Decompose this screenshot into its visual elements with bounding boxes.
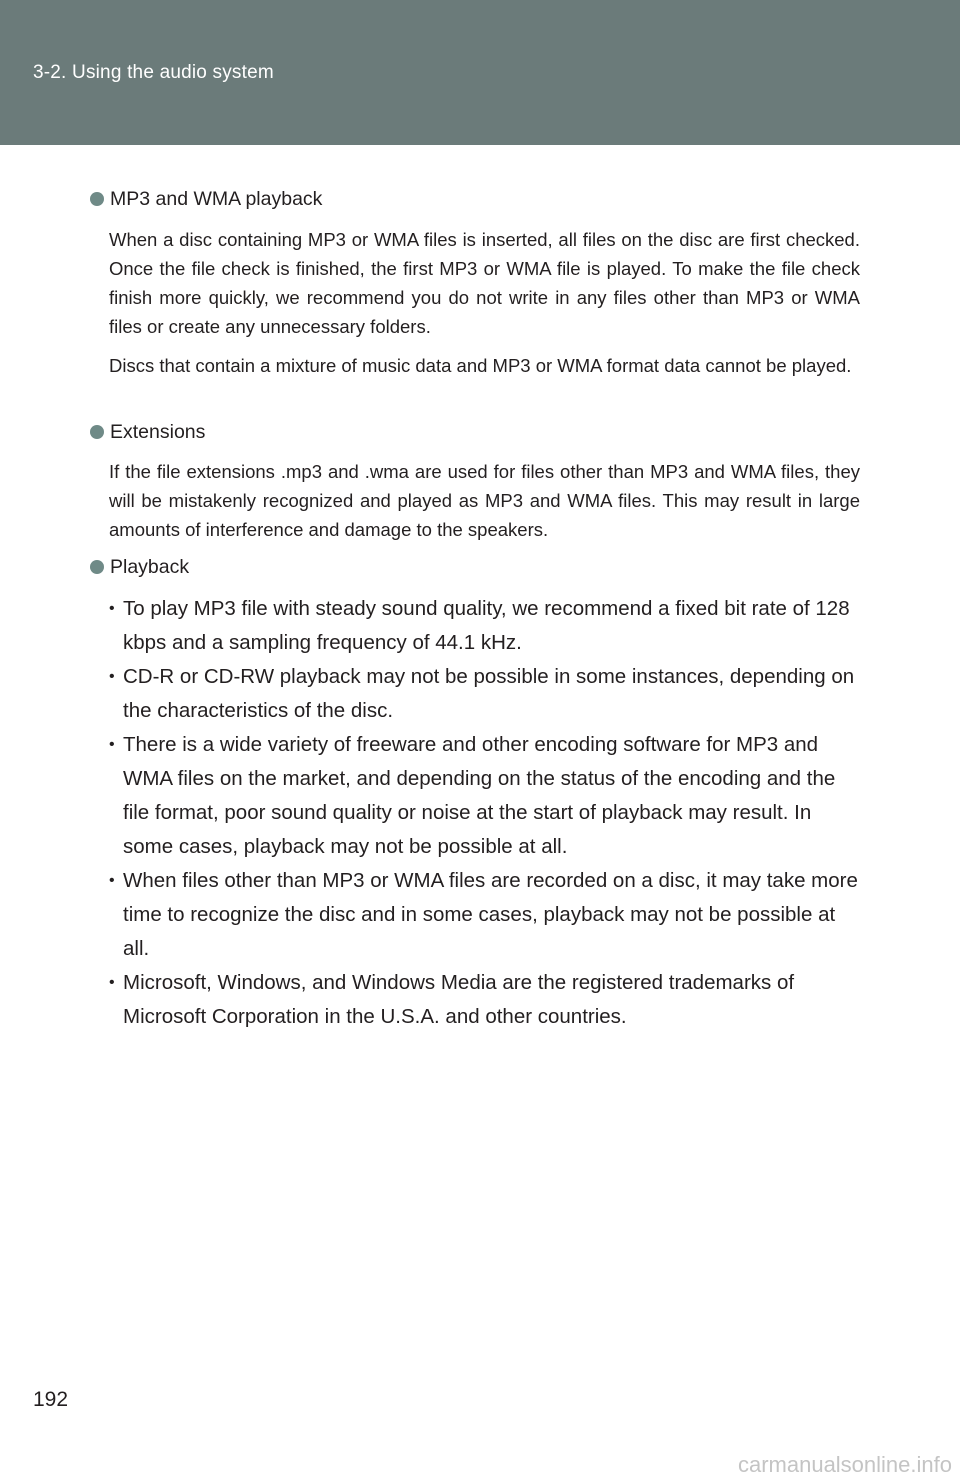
- list-item: • There is a wide variety of freeware and other encoding software for MP3 and WMA files on the market, and depending on the status of the encoding and the file format, poor sound quality or noise at the start of playback may result. In some cases, playback may not be possible at all.: [109, 728, 861, 864]
- circle-bullet-icon: [90, 425, 104, 439]
- heading-text: Extensions: [110, 421, 206, 443]
- header-band: [0, 0, 960, 145]
- heading-text: Playback: [110, 556, 190, 578]
- section-heading-extensions: [90, 420, 205, 444]
- playback-bullet-list: [109, 592, 861, 1034]
- list-item: • To play MP3 file with steady sound quality, we recommend a fixed bit rate of 128 kbps and a sampling frequency of 44.1 kHz.: [109, 592, 861, 660]
- paragraph: If the file extensions .mp3 and .wma are used for files other than MP3 and WMA files, they will be mistakenly recognized and played as MP3 and WMA files. This may result in large amounts of interference and damage to the speakers.: [109, 461, 860, 540]
- list-item: • CD-R or CD-RW playback may not be possible in some instances, depending on the characteristics of the disc.: [109, 660, 861, 728]
- section-heading-playback: [90, 555, 189, 579]
- section-heading-mp3-wma-playback: [90, 187, 322, 211]
- list-item: • When files other than MP3 or WMA files are recorded on a disc, it may take more time to recognize the disc and in some cases, playback may not be possible at all.: [109, 864, 861, 966]
- watermark: carmanualsonline.info: [737, 1452, 952, 1477]
- paragraph: Discs that contain a mixture of music data and MP3 or WMA format data cannot be played.: [109, 355, 852, 376]
- paragraph: When a disc containing MP3 or WMA files is inserted, all files on the disc are first checked. Once the file check is finished, the first MP3 or WMA file is played. To make the file check finish more quickly, we recommend you do not write in any files other than MP3 or WMA files or create any unnecessary folders.: [109, 229, 860, 337]
- section-title: 3-2. Using the audio system: [33, 62, 274, 83]
- heading-text: MP3 and WMA playback: [110, 188, 323, 210]
- circle-bullet-icon: [90, 192, 104, 206]
- page-number: 192: [33, 1388, 69, 1411]
- circle-bullet-icon: [90, 560, 104, 574]
- list-item: • Microsoft, Windows, and Windows Media are the registered trademarks of Microsoft Corporation in the U.S.A. and other countries.: [109, 966, 861, 1034]
